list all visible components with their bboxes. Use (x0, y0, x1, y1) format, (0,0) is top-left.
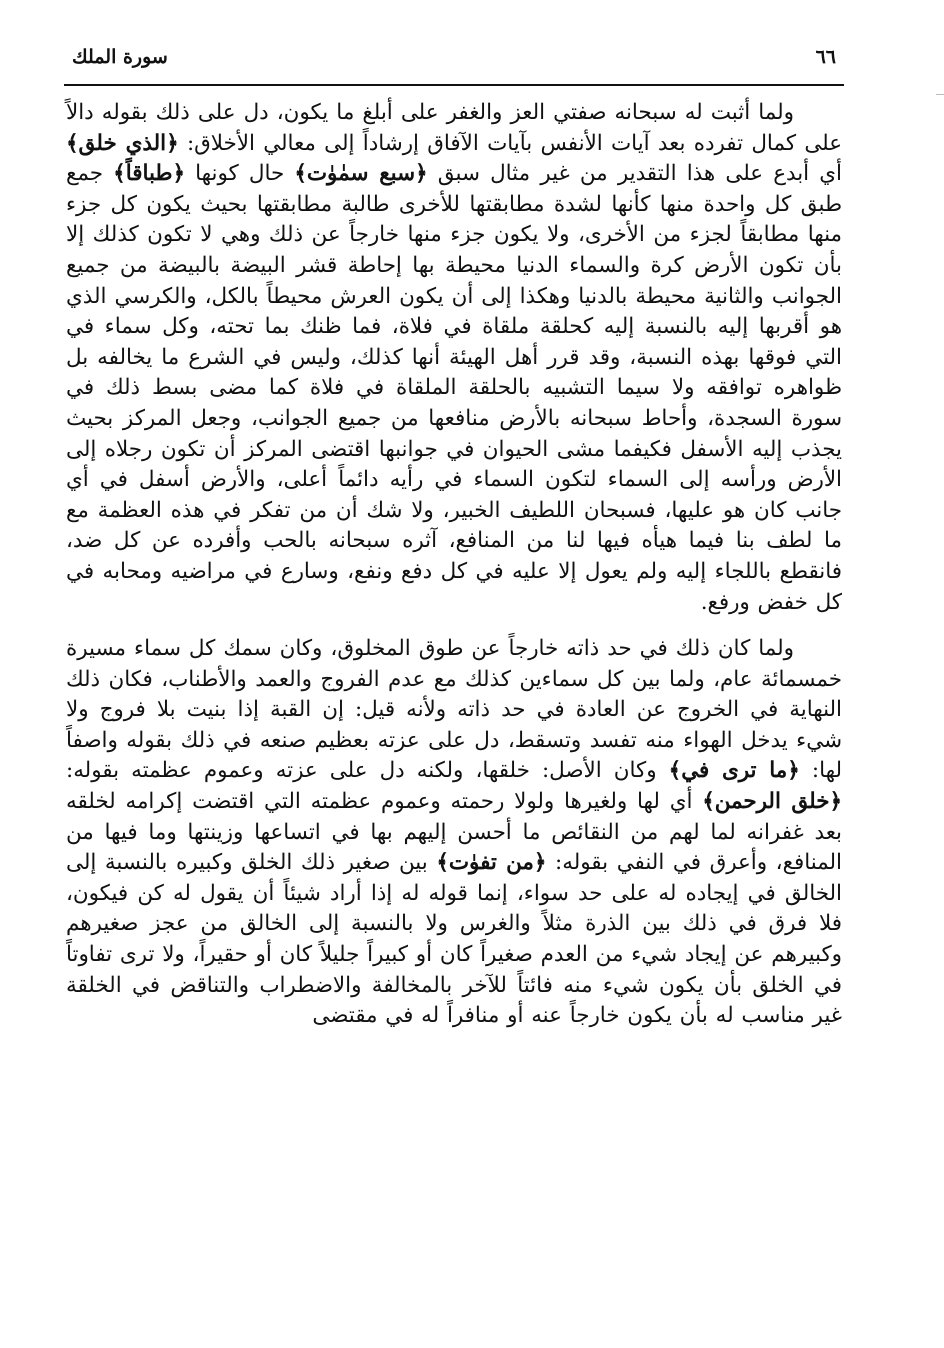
quran-quote: ﴿الذي خلق﴾ (66, 130, 179, 156)
surah-title: سورة الملك (72, 46, 168, 68)
text-run: وكان الأصل: خلقها، ولكنه دل على عزته وعموم عظمته بقوله: (66, 758, 669, 784)
text-run: بين صغير ذلك الخلق وكبيره بالنسبة إلى الخالق في إيجاده له على حد سواء، إنما قوله له إذا أراد شيئاً أن يقول له كن فيكون، فلا فرق في ذلك بين الذرة مثلاً والغرس ولا بالنسبة إلى الخالق من عجز صغيرهم وكبيرهم عن إيجاد شيء من العدم صغيراً كان أو كبيراً جليلاً كان أو حقيراً، ولا ترى تفاوتاً في الخلق بأن يكون شيء منه فائتاً للآخر بالمخالفة والاضطراب والتناقض في الخلقة غير مناسب له بأن يكون خارجاً عنه أو منافراً له في مقتضى (66, 850, 842, 1029)
scan-margin-mark (936, 94, 944, 95)
quran-quote: ﴿من تفوٰت﴾ (436, 850, 547, 876)
body-text (66, 98, 842, 1032)
quran-quote: ﴿سبع سمٰوٰت﴾ (294, 161, 428, 187)
text-run: أي أبدع على هذا التقدير من غير مثال سبق (427, 161, 842, 187)
text-run: أي لها ولغيرها ولولا رحمته وعموم عظمته التي اقتضت إكرامه لخلقه بعد غفرانه لما لهم من النقائص ما أحسن إليهم بها في اتساعها وزينتها وما فيها من المنافع، وأعرق في النفي بقوله: (66, 789, 842, 876)
quran-quote: ﴿ما ترى في﴾ (668, 758, 800, 784)
text-run: جمع طبق كل واحدة منها كأنها لشدة مطابقتها للأخرى طالبة مطابقتها بحيث يكون كل جزء منها مطابقاً لجزء من الأخرى، ولا يكون جزء منها خارجاً عن ذلك وهي لا تكون كذلك إلا بأن تكون الأرض كرة والسماء الدنيا محيطة بها إحاطة قشر البيضة بالبيضة من جميع الجوانب والثانية محيطة بالدنيا وهكذا إلى أن يكون العرش محيطاً بالكل، والكرسي الذي هو أقربها إليه بالنسبة إليه كحلقة ملقاة في فلاة، فما ظنك بما تحته، وكل سماء في التي فوقها بهذه النسبة، وقد قرر أهل الهيئة أنها كذلك، وليس في الشرع ما يخالفه بل ظواهره توافقه ولا سيما التشبيه بالحلقة الملقاة في فلاة كما مضى بسط ذلك في سورة السجدة، وأحاط سبحانه بالأرض منافعها من جميع الجوانب، وجعل المركز بحيث يجذب إليه الأسفل فكيفما مشى الحيوان في جوانبها اقتضى المركز أن تكون رجلاه إلى الأرض ورأسه إلى السماء لتكون السماء في رأيه دائماً أعلى، والأرض أسفل في أي جانب كان هو عليها، فسبحان اللطيف الخبير، ولا شك أن من تفكر في هذه العظمة مع ما لطف بنا فيما هيأه فيها لنا من المنافع، آثره سبحانه بالحب وأفرده عن كل ضد، فانقطع باللجاء إليه ولم يعول إلا عليه في كل دفع ونفع، وسارع في مراضيه ومحابه في كل خفض ورفع. (66, 161, 842, 615)
quran-quote: ﴿طباقاً﴾ (113, 161, 185, 187)
text-run: حال كونها (184, 161, 295, 187)
text-run: ولما كان ذلك في حد ذاته خارجاً عن طوق المخلوق، وكان سمك كل سماء مسيرة خمسمائة عام، ولما بين كل سماءين كذلك مع عدم الفروج والعمد والأطناب، فكان ذلك النهاية في الخروج عن العادة في حد ذاته ولأنه قيل: إن القبة إذا بنيت بلا فروج ولا شيء يدخل الهواء منه تفسد وتسقط، دل على عزته بعظيم صنعه في ذلك بقوله واصفاً لها: (66, 636, 842, 784)
quran-quote: ﴿خلق الرحمن﴾ (702, 789, 843, 815)
paragraph-2 (66, 634, 842, 1032)
page-number: ٦٦ (815, 46, 836, 68)
running-header (64, 44, 844, 84)
text-run: ولما أثبت له سبحانه صفتي العز والغفر على أبلغ ما يكون، دل على ذلك بقوله دالاً على كمال تفرده بعد آيات الأنفس بآيات الآفاق إرشاداً إلى معالي الأخلاق: (66, 100, 843, 156)
paragraph-1 (66, 98, 842, 618)
header-divider (64, 84, 844, 86)
